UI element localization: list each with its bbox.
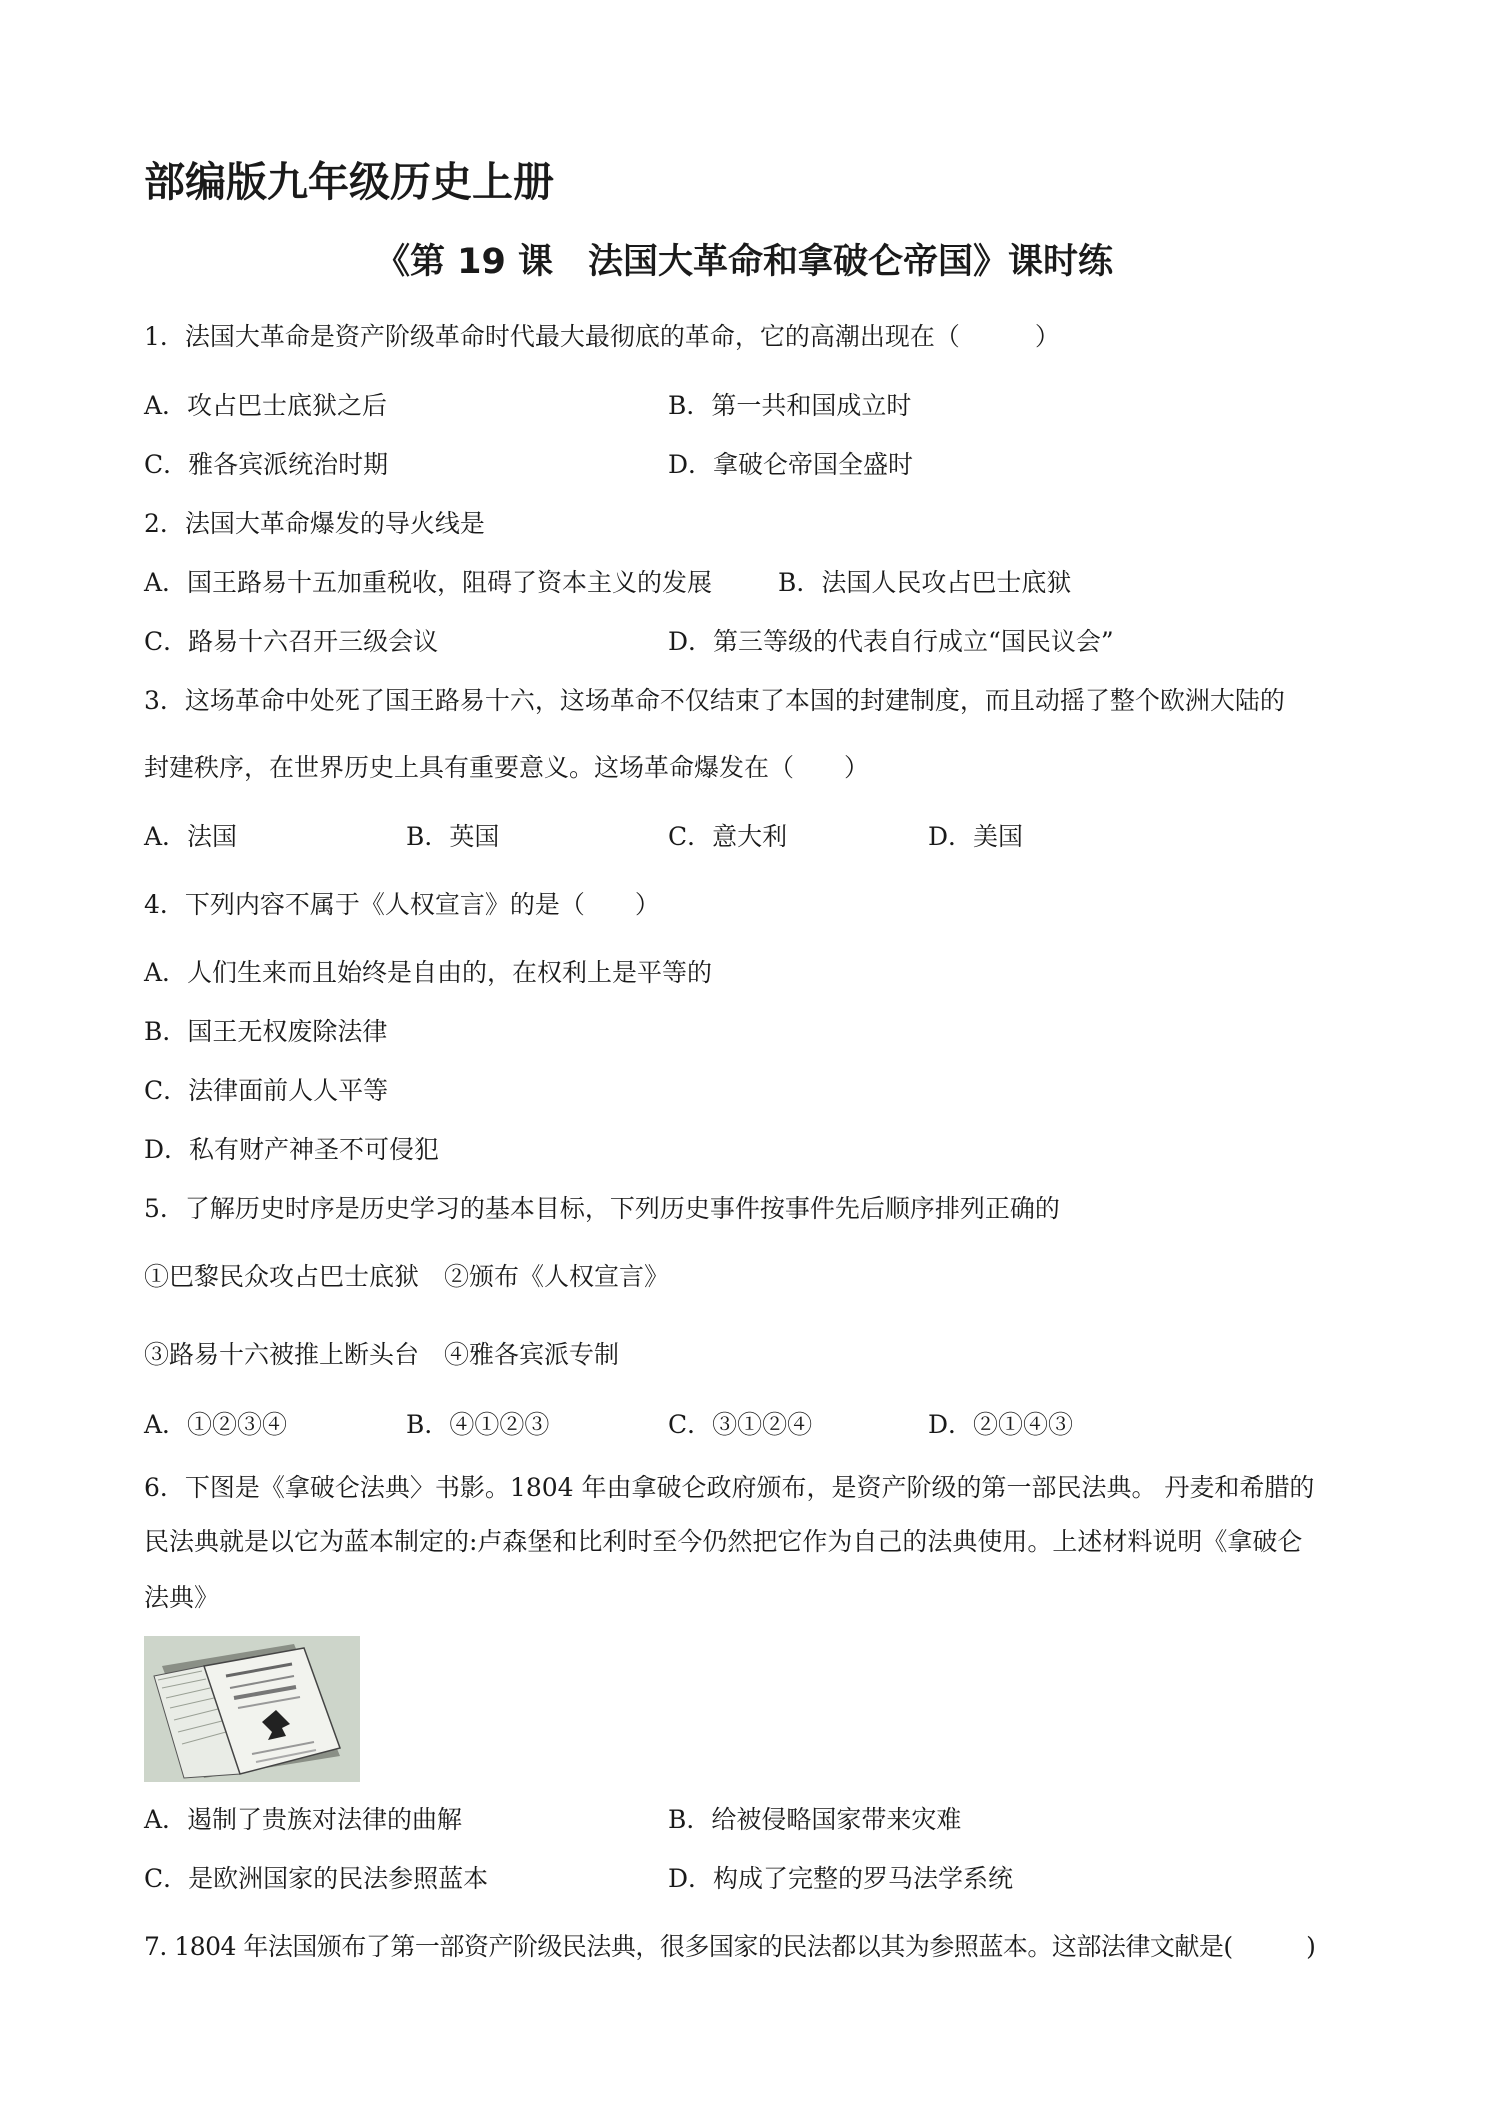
question-5-events-line-1: ①巴黎民众攻占巴士底狱 ②颁布《人权宣言》 (144, 1262, 670, 1291)
question-2-stem: 2．法国大革命爆发的导火线是 (144, 509, 485, 538)
question-4-option-c: C．法律面前人人平等 (144, 1076, 389, 1105)
question-6-stem-line-3: 法典》 (144, 1583, 220, 1612)
question-1-option-b: B．第一共和国成立时 (668, 391, 912, 420)
question-1-stem: 1．法国大革命是资产阶级革命时代最大最彻底的革命，它的高潮出现在（ ） (144, 322, 1060, 351)
question-3-stem-line-2: 封建秩序，在世界历史上具有重要意义。这场革命爆发在（ ） (144, 753, 870, 782)
question-4-option-d: D．私有财产神圣不可侵犯 (144, 1135, 440, 1164)
question-6-stem-line-2: 民法典就是以它为蓝本制定的:卢森堡和比利时至今仍然把它作为自己的法典使用。上述材料说明《拿破仑 (144, 1527, 1303, 1556)
question-5-stem: 5．了解历史时序是历史学习的基本目标，下列历史事件按事件先后顺序排列正确的 (144, 1194, 1060, 1223)
question-6-stem-line-1: 6．下图是《拿破仑法典〉书影。1804 年由拿破仑政府颁布，是资产阶级的第一部民法典。 丹麦和希腊的 (144, 1473, 1315, 1502)
book-illustration (144, 1636, 360, 1782)
question-6-option-b: B．给被侵略国家带来灾难 (668, 1805, 962, 1834)
question-3-option-b: B．英国 (406, 822, 500, 851)
document-title: 部编版九年级历史上册 (144, 158, 554, 206)
question-5-events-line-2: ③路易十六被推上断头台 ④雅各宾派专制 (144, 1340, 620, 1369)
question-6-option-c: C．是欧洲国家的民法参照蓝本 (144, 1864, 489, 1893)
question-5-option-d: D．②①④③ (928, 1410, 1074, 1439)
question-1-option-d: D．拿破仑帝国全盛时 (668, 450, 914, 479)
question-3-stem-line-1: 3．这场革命中处死了国王路易十六，这场革命不仅结束了本国的封建制度，而且动摇了整个欧洲大陆的 (144, 686, 1285, 715)
question-5-option-a: A．①②③④ (144, 1410, 288, 1439)
question-5-option-c: C．③①②④ (668, 1410, 813, 1439)
question-3-option-d: D．美国 (928, 822, 1024, 851)
question-2-option-a: A．国王路易十五加重税收，阻碍了资本主义的发展 (144, 568, 713, 597)
question-5-option-b: B．④①②③ (406, 1410, 550, 1439)
question-6-option-a: A．遏制了贵族对法律的曲解 (144, 1805, 463, 1834)
question-4-option-b: B．国王无权废除法律 (144, 1017, 388, 1046)
question-3-option-a: A．法国 (144, 822, 238, 851)
question-2-option-d: D．第三等级的代表自行成立“国民议会” (668, 627, 1114, 656)
question-1-option-a: A．攻占巴士底狱之后 (144, 391, 388, 420)
question-3-option-c: C．意大利 (668, 822, 788, 851)
question-4-option-a: A．人们生来而且始终是自由的，在权利上是平等的 (144, 958, 713, 987)
napoleonic-code-book-image (144, 1636, 360, 1782)
question-2-option-c: C．路易十六召开三级会议 (144, 627, 439, 656)
question-1-option-c: C．雅各宾派统治时期 (144, 450, 389, 479)
question-4-stem: 4．下列内容不属于《人权宣言》的是（ ） (144, 890, 660, 919)
lesson-title: 《第 19 课 法国大革命和拿破仑帝国》课时练 (374, 242, 1114, 282)
question-7-stem: 7. 1804 年法国颁布了第一部资产阶级民法典，很多国家的民法都以其为参照蓝本。这部法律文献是( ) (144, 1932, 1316, 1961)
question-6-option-d: D．构成了完整的罗马法学系统 (668, 1864, 1014, 1893)
question-2-option-b: B．法国人民攻占巴士底狱 (778, 568, 1072, 597)
